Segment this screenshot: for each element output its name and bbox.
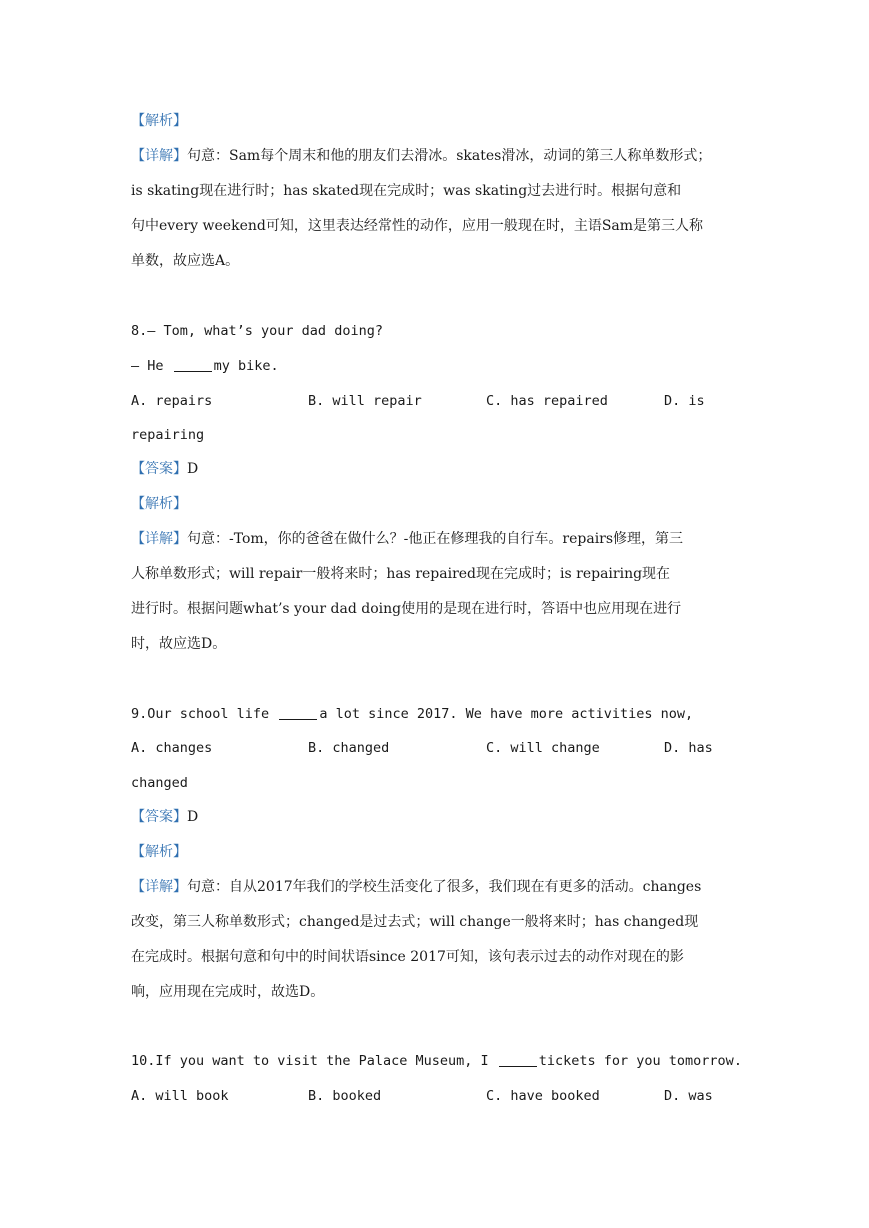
detail-tag: 【详解】 — [131, 879, 187, 895]
answer-tag: 【答案】 — [131, 461, 187, 477]
q8-option-b: B. will repair — [308, 393, 422, 409]
analysis-tag: 【解析】 — [131, 113, 187, 129]
q7-explanation-text-1: 句意：Sam每个周末和他的朋友们去滑冰。skates滑冰，动词的第三人称单数形式； — [187, 148, 712, 164]
q8-option-a: A. repairs — [131, 393, 213, 409]
q8-stem-line-2 — [131, 356, 741, 376]
q8-answer-line — [131, 459, 741, 479]
q8-option-c: C. has repaired — [486, 393, 608, 409]
q8-explanation-line-1 — [131, 529, 741, 549]
detail-tag: 【详解】 — [131, 531, 187, 547]
q7-explanation-line-3: 句中every weekend可知，这里表达经常性的动作，应用一般现在时，主语Sam是第三人称 — [131, 218, 704, 234]
q8-stem-prefix: — He — [131, 358, 172, 374]
q9-explanation-line-4: 响，应用现在完成时，故选D。 — [131, 984, 325, 1000]
q7-explanation-line-2: is skating现在进行时；has skated现在完成时；was skating过去进行时。根据句意和 — [131, 183, 682, 199]
q9-answer-value: D — [187, 809, 199, 825]
q8-explanation-line-3: 进行时。根据问题what’s your dad doing使用的是现在进行时，答语中也应用现在进行 — [131, 601, 682, 617]
q7-explanation-line-4: 单数，故应选A。 — [131, 253, 240, 269]
q8-answer-blank — [174, 357, 212, 372]
q9-answer-blank — [279, 705, 317, 720]
q9-stem-prefix: 9.Our school life — [131, 706, 278, 722]
q10-stem-prefix: 10.If you want to visit the Palace Museum, I — [131, 1053, 497, 1069]
detail-tag: 【详解】 — [131, 148, 187, 164]
q8-explanation-text-1: 句意：-Tom，你的爸爸在做什么？-他正在修理我的自行车。repairs修理，第三 — [187, 531, 684, 547]
q7-explanation-line-1 — [131, 146, 741, 166]
q8-option-d: D. is — [664, 393, 705, 409]
q10-option-d: D. was — [664, 1088, 713, 1104]
q9-stem — [131, 704, 741, 724]
q8-option-d-wrap: repairing — [131, 427, 205, 443]
q9-stem-suffix: a lot since 2017. We have more activities now, — [319, 706, 694, 722]
answer-tag: 【答案】 — [131, 809, 187, 825]
q10-option-c: C. have booked — [486, 1088, 600, 1104]
q9-option-a: A. changes — [131, 740, 213, 756]
q8-answer-value: D — [187, 461, 199, 477]
q8-stem-line-1: 8.— Tom, what’s your dad doing? — [131, 323, 383, 339]
q8-stem-suffix: my bike. — [213, 358, 279, 374]
q10-option-a: A. will book — [131, 1088, 229, 1104]
q9-explanation-line-2: 改变，第三人称单数形式；changed是过去式；will change一般将来时；has changed现 — [131, 914, 699, 930]
q9-option-d-wrap: changed — [131, 775, 188, 791]
q9-option-c: C. will change — [486, 740, 600, 756]
q9-explanation-text-1: 句意：自从2017年我们的学校生活变化了很多，我们现在有更多的活动。changes — [187, 879, 702, 895]
q9-explanation-line-1 — [131, 877, 741, 897]
q10-option-b: B. booked — [308, 1088, 382, 1104]
q9-answer-line — [131, 807, 741, 827]
q9-explanation-line-3: 在完成时。根据句意和句中的时间状语since 2017可知，该句表示过去的动作对现在的影 — [131, 949, 684, 965]
q8-explanation-line-4: 时，故应选D。 — [131, 636, 227, 652]
q8-explanation-line-2: 人称单数形式；will repair一般将来时；has repaired现在完成时；is repairing现在 — [131, 566, 671, 582]
analysis-tag: 【解析】 — [131, 844, 187, 860]
q9-option-d: D. has — [664, 740, 713, 756]
q10-answer-blank — [499, 1052, 537, 1067]
q9-option-b: B. changed — [308, 740, 390, 756]
analysis-tag: 【解析】 — [131, 496, 187, 512]
q10-stem — [131, 1051, 741, 1071]
q10-stem-suffix: tickets for you tomorrow. — [538, 1053, 742, 1069]
